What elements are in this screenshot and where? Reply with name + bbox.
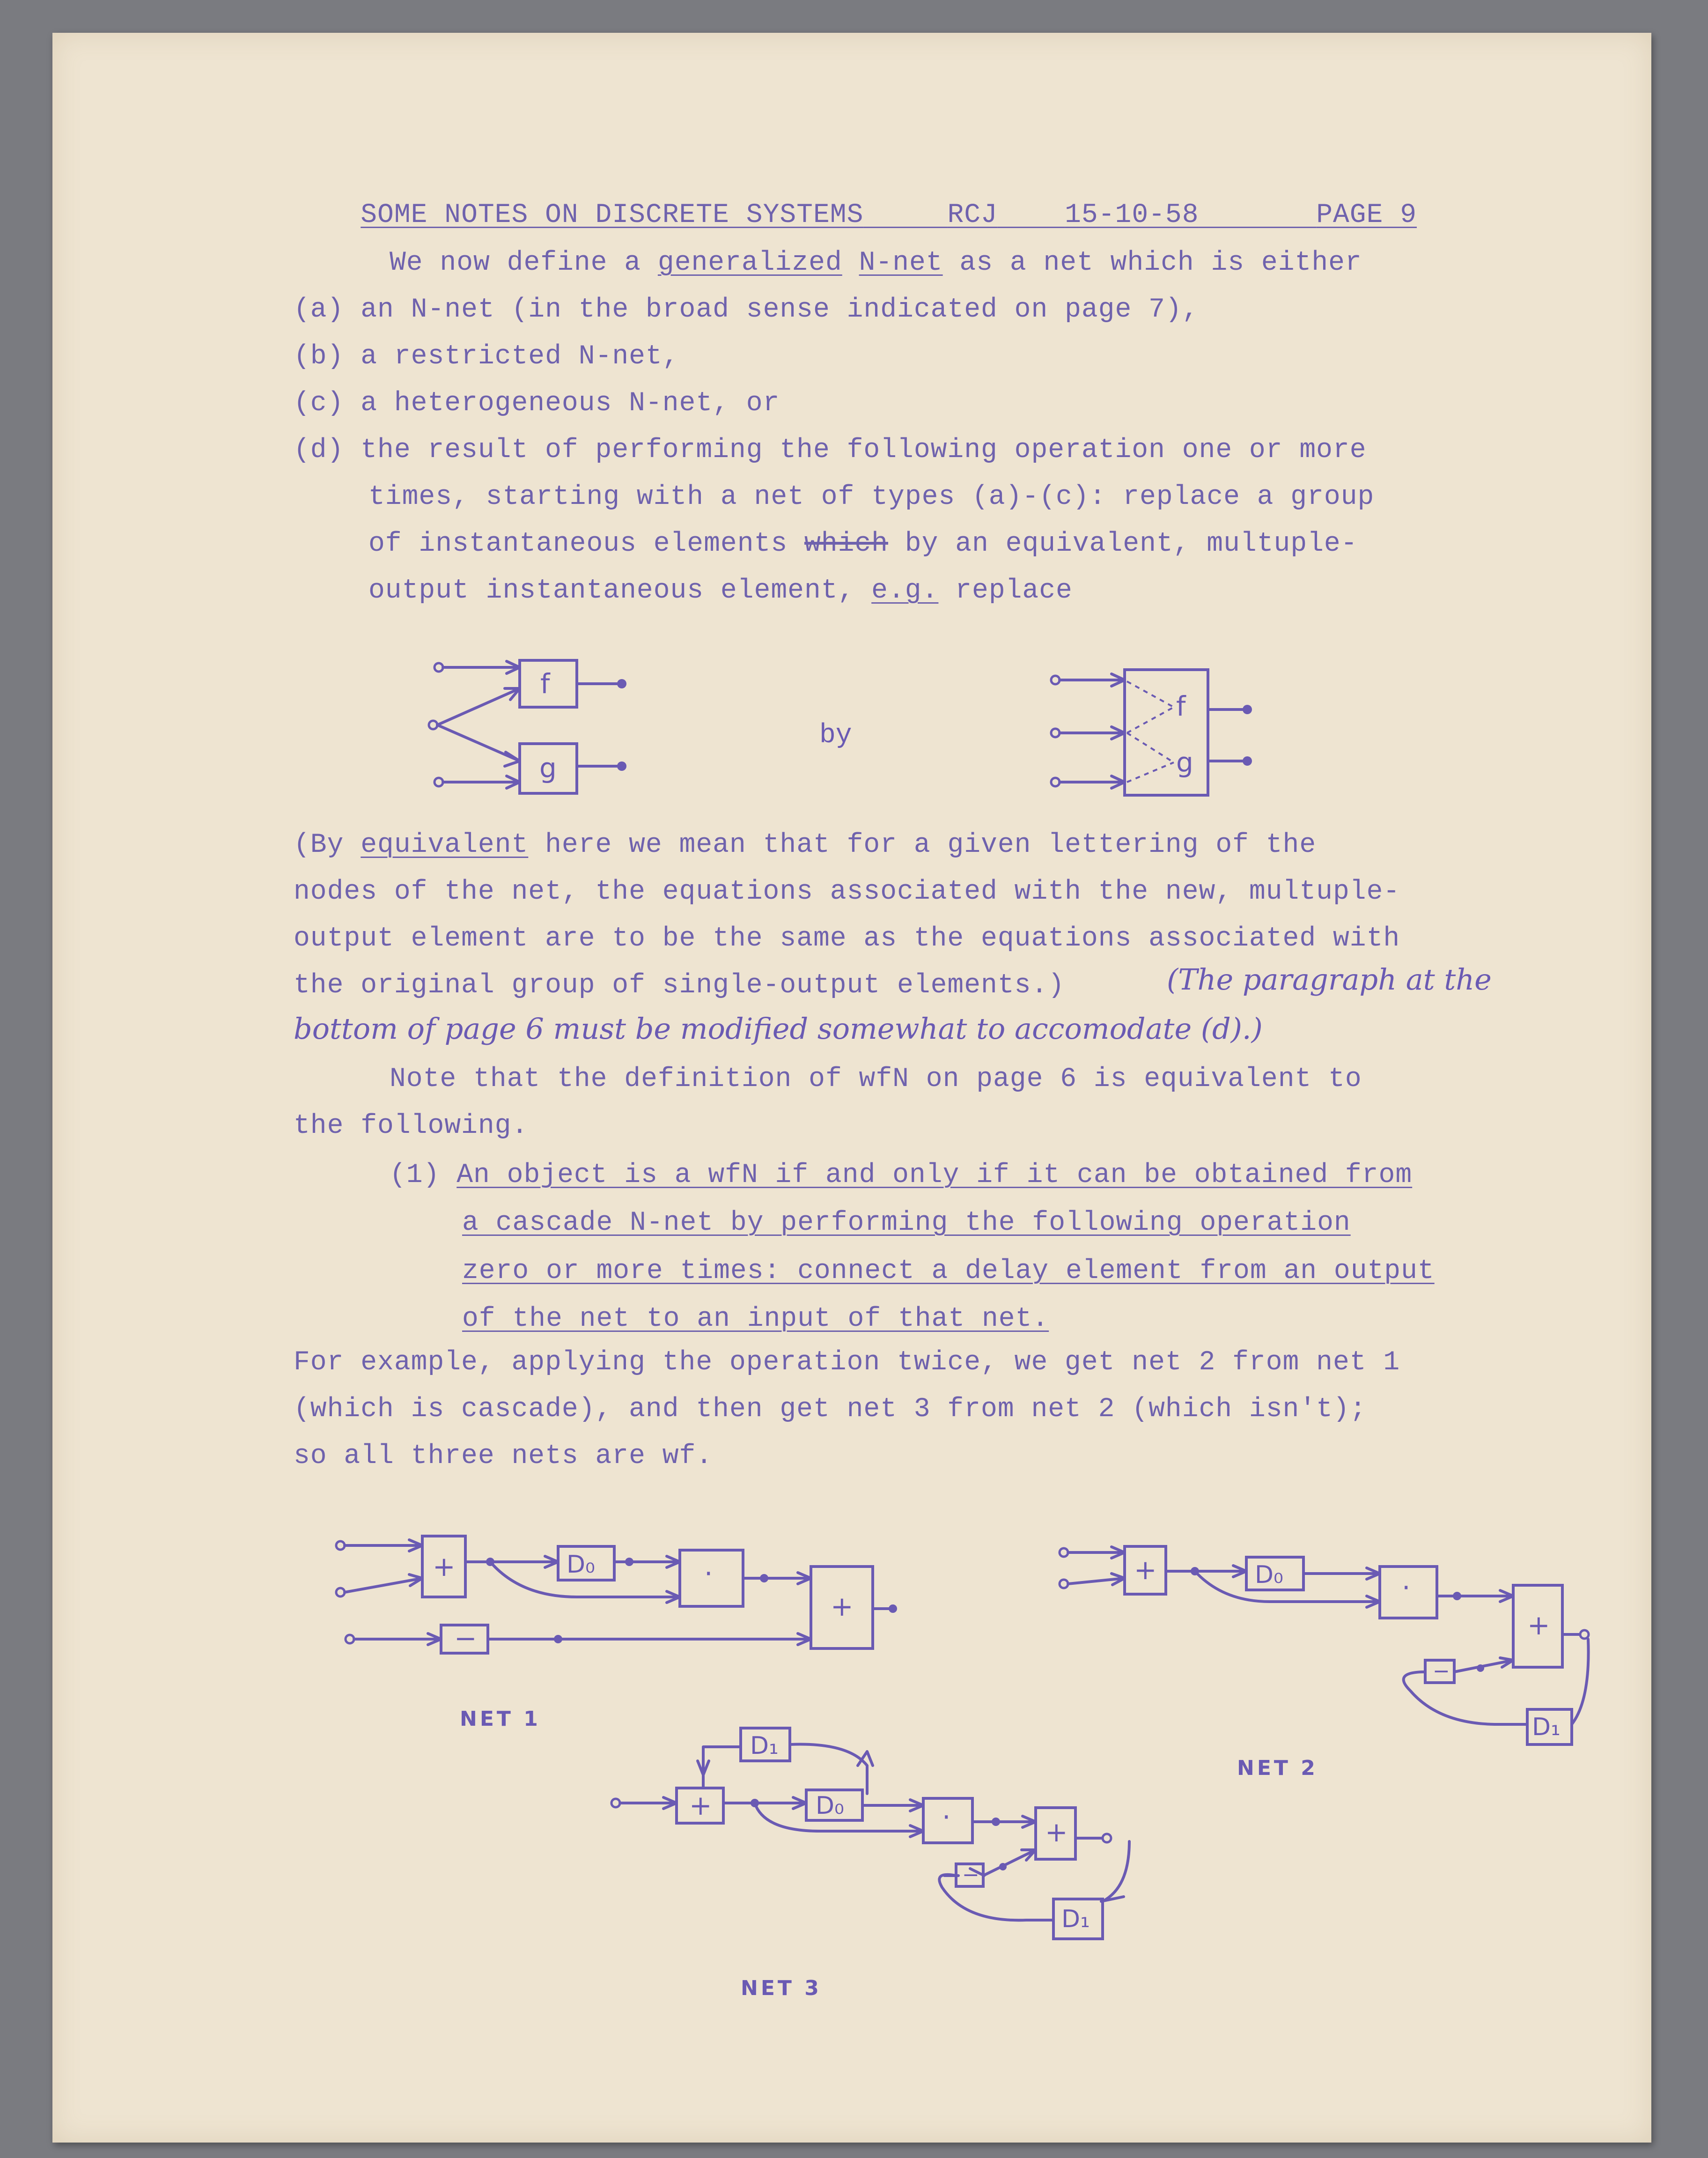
- net-1: [336, 1536, 897, 1731]
- definition-item-1-line4: of the net to an input of that net.: [462, 1304, 1049, 1334]
- net3-label: NET 3: [741, 1976, 822, 2000]
- combined-g-label: g: [1176, 746, 1193, 778]
- svg-text:·: ·: [704, 1558, 713, 1589]
- para3-line1: Note that the definition of wfN on page 6 is equivalent to: [390, 1064, 1362, 1094]
- net-3: [611, 1728, 1129, 2000]
- svg-text:D₀: D₀: [567, 1551, 595, 1579]
- list-item-b: (b) a restricted N-net,: [294, 341, 679, 372]
- svg-text:+: +: [689, 1789, 712, 1821]
- header-title: SOME NOTES ON DISCRETE SYSTEMS: [361, 200, 864, 230]
- example-line2: (which is cascade), and then get net 3 from net 2 (which isn't);: [294, 1394, 1367, 1425]
- nets-diagram: [52, 33, 1651, 2143]
- svg-text:·: ·: [942, 1801, 951, 1833]
- net-2: [1060, 1546, 1589, 1780]
- definition-item-1-line2: a cascade N-net by performing the following operation: [462, 1208, 1351, 1238]
- handwritten-note-2: bottom of page 6 must be modified somewhat to accomodate (d).): [294, 1012, 1263, 1046]
- element-f-label: f: [540, 668, 550, 700]
- svg-text:+: +: [433, 1551, 456, 1582]
- list-item-d-line4: output instantaneous element, e.g. replace: [368, 576, 1073, 606]
- svg-text:D₀: D₀: [816, 1792, 844, 1820]
- struck-word: which: [804, 529, 888, 559]
- header-author: RCJ: [947, 200, 998, 230]
- header-page: PAGE 9: [1316, 200, 1417, 230]
- element-g-label: g: [539, 752, 557, 784]
- svg-text:−: −: [962, 1863, 979, 1887]
- document-page: [52, 33, 1651, 2143]
- para2-line4: the original group of single-output elements.): [294, 970, 1065, 1001]
- svg-text:+: +: [1045, 1816, 1068, 1848]
- net1-label: NET 1: [460, 1707, 541, 1731]
- para2-line1: (By equivalent here we mean that for a given lettering of the: [294, 830, 1317, 860]
- header-date: 15-10-58: [1065, 200, 1199, 230]
- svg-text:+: +: [831, 1590, 854, 1622]
- svg-text:+: +: [1527, 1609, 1550, 1641]
- list-item-d: (d) the result of performing the following operation one or more: [294, 435, 1367, 466]
- term-generalized: generalized: [657, 248, 842, 278]
- by-label: by: [819, 720, 852, 751]
- net2-label: NET 2: [1237, 1756, 1318, 1780]
- definition-item-1-line3: zero or more times: connect a delay element from an output: [462, 1256, 1435, 1286]
- svg-text:−: −: [454, 1622, 477, 1654]
- para1-intro: We now define a generalized N-net as a net which is either: [390, 248, 1362, 278]
- list-item-d-line3: of instantaneous elements which by an equivalent, multuple-: [368, 529, 1358, 559]
- svg-text:−: −: [1433, 1659, 1450, 1683]
- list-item-c: (c) a heterogeneous N-net, or: [294, 388, 780, 419]
- svg-text:·: ·: [1402, 1572, 1411, 1604]
- svg-text:+: +: [1134, 1554, 1157, 1586]
- svg-text:D₁: D₁: [1532, 1713, 1561, 1741]
- list-item-a: (a) an N-net (in the broad sense indicated on page 7),: [294, 295, 1199, 325]
- definition-item-1: (1) An object is a wfN if and only if it can be obtained from: [390, 1160, 1413, 1190]
- para3-line2: the following.: [294, 1111, 529, 1141]
- svg-text:D₁: D₁: [1061, 1905, 1090, 1933]
- list-item-d-line2: times, starting with a net of types (a)-(c): replace a group: [368, 482, 1375, 512]
- svg-text:D₁: D₁: [750, 1732, 779, 1760]
- example-line1: For example, applying the operation twice, we get net 2 from net 1: [294, 1347, 1400, 1378]
- combined-f-label: f: [1176, 690, 1186, 722]
- svg-text:D₀: D₀: [1255, 1561, 1283, 1589]
- para2-line3: output element are to be the same as the equations associated with: [294, 924, 1400, 954]
- example-line3: so all three nets are wf.: [294, 1441, 713, 1471]
- handwritten-note-1: (The paragraph at the: [1167, 962, 1492, 997]
- term-n-net: N-net: [859, 248, 943, 278]
- para2-line2: nodes of the net, the equations associated with the new, multuple-: [294, 877, 1400, 907]
